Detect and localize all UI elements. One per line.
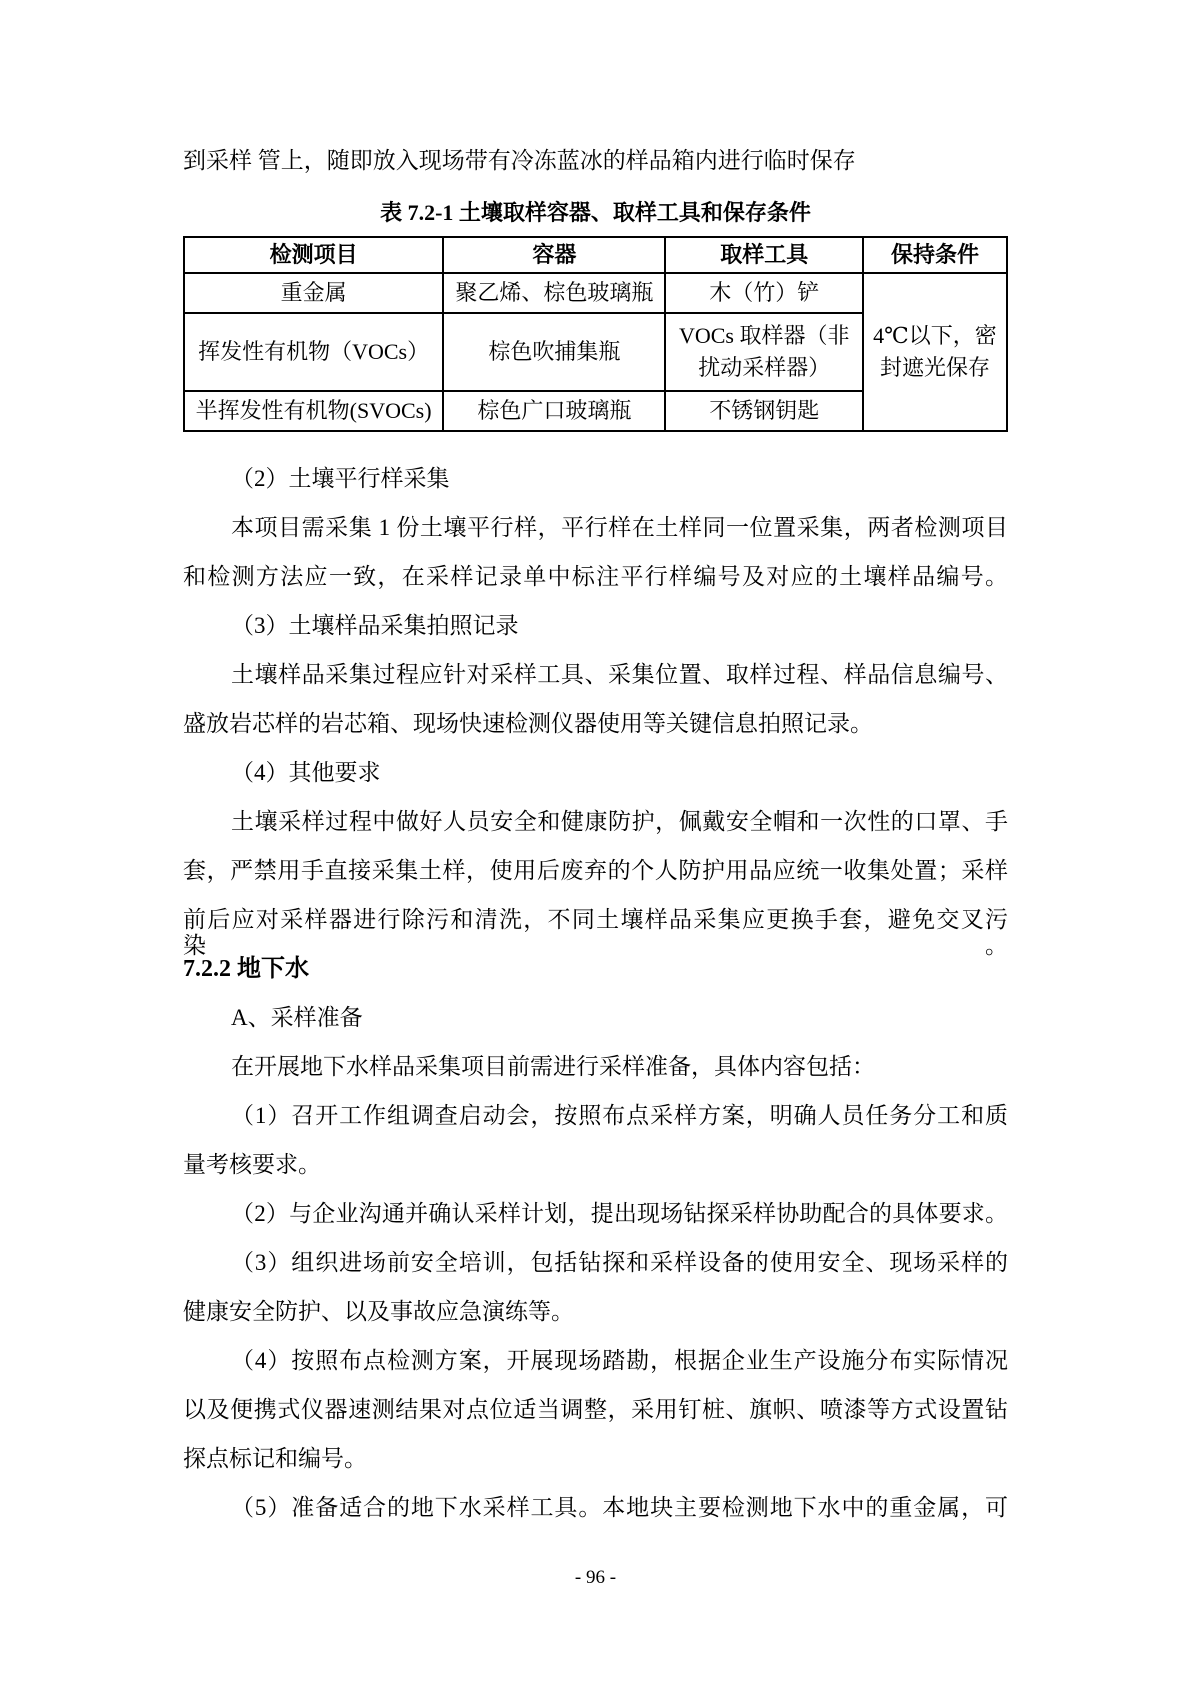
paragraph-line: 量考核要求。	[183, 1152, 321, 1177]
paragraph-line: 以及便携式仪器速测结果对点位适当调整，采用钉桩、旗帜、喷漆等方式设置钻	[183, 1397, 1008, 1422]
paragraph-line: （1）召开工作组调查启动会，按照布点采样方案，明确人员任务分工和质	[231, 1103, 1008, 1128]
page-number: - 96 -	[574, 1567, 617, 1588]
cell-tool-vocs: VOCs 取样器（非扰动采样器）	[665, 313, 863, 391]
paragraph-line: 前后应对采样器进行除污和清洗，不同土壤样品采集应更换手套，避免交叉污染。	[183, 907, 1008, 958]
body-text	[183, 466, 1008, 1521]
cell-tool-svocs: 不锈钢钥匙	[665, 391, 863, 431]
cell-item-svocs: 半挥发性有机物(SVOCs)	[184, 391, 443, 431]
paragraph-line: 盛放岩芯样的岩芯箱、现场快速检测仪器使用等关键信息拍照记录。	[183, 711, 873, 736]
paragraph-line-sampling-prep-title: A、采样准备	[231, 1005, 363, 1030]
section-heading-groundwater: 7.2.2 地下水	[183, 956, 309, 982]
paragraph-line: 土壤样品采集过程应针对采样工具、采集位置、取样过程、样品信息编号、	[231, 662, 1008, 687]
paragraph-line: （4）按照布点检测方案，开展现场踏勘，根据企业生产设施分布实际情况	[231, 1348, 1008, 1373]
soil-sampling-table	[183, 236, 1008, 432]
paragraph-line: 在开展地下水样品采集项目前需进行采样准备，具体内容包括：	[231, 1054, 875, 1079]
intro-line: 到采样 管上，随即放入现场带有冷冻蓝冰的样品箱内进行临时保存	[183, 148, 856, 173]
merged-cell-preserve-condition: 4℃以下，密封遮光保存	[863, 273, 1007, 431]
paragraph-line: 本项目需采集 1 份土壤平行样，平行样在土样同一位置采集，两者检测项目	[231, 515, 1008, 540]
header-detection-item: 检测项目	[184, 237, 443, 273]
table-caption: 表 7.2-1 土壤取样容器、取样工具和保存条件	[380, 200, 811, 225]
paragraph-line: 土壤采样过程中做好人员安全和健康防护，佩戴安全帽和一次性的口罩、手	[231, 809, 1008, 834]
paragraph-line: 套，严禁用手直接采集土样，使用后废弃的个人防护用品应统一收集处置；采样	[183, 858, 1008, 883]
cell-tool-heavy-metal: 木（竹）铲	[665, 273, 863, 313]
table-row-heavy-metal	[184, 273, 1007, 313]
paragraph-line: 健康安全防护、以及事故应急演练等。	[183, 1299, 574, 1324]
cell-container-vocs: 棕色吹捕集瓶	[443, 313, 665, 391]
header-preserve-condition: 保持条件	[863, 237, 1007, 273]
cell-container-svocs: 棕色广口玻璃瓶	[443, 391, 665, 431]
paragraph-line-4-other-requirements-title: （4）其他要求	[231, 760, 381, 785]
header-container: 容器	[443, 237, 665, 273]
cell-container-heavy-metal: 聚乙烯、棕色玻璃瓶	[443, 273, 665, 313]
header-sampling-tool: 取样工具	[665, 237, 863, 273]
table-header-row	[184, 237, 1007, 273]
paragraph-line: （5）准备适合的地下水采样工具。本地块主要检测地下水中的重金属，可	[231, 1495, 1008, 1520]
cell-item-vocs: 挥发性有机物（VOCs）	[184, 313, 443, 391]
cell-item-heavy-metal: 重金属	[184, 273, 443, 313]
paragraph-line-3-photo-record-title: （3）土壤样品采集拍照记录	[231, 613, 519, 638]
paragraph-line: （3）组织进场前安全培训，包括钻探和采样设备的使用安全、现场采样的	[231, 1250, 1008, 1275]
paragraph-line: （2）与企业沟通并确认采样计划，提出现场钻探采样协助配合的具体要求。	[231, 1201, 1008, 1226]
paragraph-line: 和检测方法应一致，在采样记录单中标注平行样编号及对应的土壤样品编号。	[183, 564, 1008, 589]
paragraph-line-2-soil-parallel-title: （2）土壤平行样采集	[231, 466, 450, 491]
paragraph-line: 探点标记和编号。	[183, 1446, 367, 1471]
